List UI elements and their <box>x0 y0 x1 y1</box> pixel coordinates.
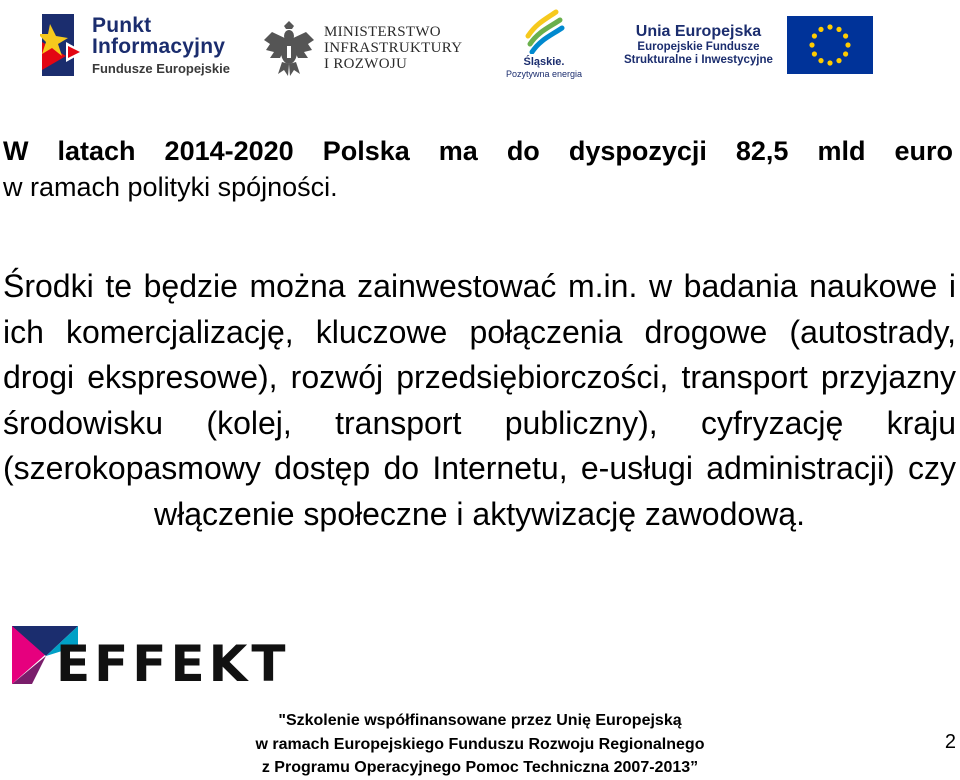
polish-eagle-icon <box>262 20 316 78</box>
punkt-line2: Informacyjny <box>92 35 226 58</box>
slaskie-waves-icon <box>522 6 566 54</box>
punkt-informacyjny-emblem-icon <box>40 12 86 78</box>
ministerstwo-line3: I ROZWOJU <box>324 55 408 72</box>
footer-line2: w ramach Europejskiego Funduszu Rozwoju Regionalnego <box>255 735 705 753</box>
punkt-line1: Punkt <box>92 14 152 37</box>
footer-line1: "Szkolenie współfinansowane przez Unię Europejską <box>278 712 682 729</box>
footer-cofinancing-note <box>180 709 780 780</box>
heading-block <box>3 133 953 205</box>
slaskie-name: Śląskie. <box>523 56 565 68</box>
heading-subline: w ramach polityki spójności. <box>3 172 338 202</box>
effekt-logo <box>12 626 290 693</box>
effekt-wordmark: EFFEKT <box>56 635 290 693</box>
slaskie-tagline: Pozytywna energia <box>505 69 583 79</box>
ministerstwo-line2: INFRASTRUKTURY <box>324 40 463 57</box>
page-number: 2 <box>944 731 956 753</box>
punkt-informacyjny-logo <box>40 12 230 78</box>
eu-flag-icon <box>787 16 873 74</box>
eu-line1: Unia Europejska <box>635 22 762 40</box>
main-paragraph: Środki te będzie można zainwestować m.in. w badania naukowe i ich komercjalizację, kluczowe połączenia drogowe (autostrady, drogi ekspresowe), rozwój przedsiębiorczości, transport przyjazny środowisku (kolej, transport publiczny), cyfryzację kraju (szerokopasmowy dostęp do Internetu, e-usługi administracji) czy włączenie społeczne i aktywizację zawodową. <box>3 268 956 532</box>
footer-line3: z Programu Operacyjnego Pomoc Techniczna 2007-2013” <box>261 759 699 776</box>
eu-funds-logo <box>624 16 873 74</box>
slaskie-logo <box>498 6 590 79</box>
eu-line2: Europejskie Fundusze <box>637 40 760 53</box>
ministerstwo-logo <box>262 20 462 78</box>
heading-bold: W latach 2014-2020 Polska ma do dyspozycji 82,5 mld euro <box>3 136 953 166</box>
eu-line3: Strukturalne i Inwestycyjne <box>624 54 773 67</box>
logo-bar <box>0 0 960 88</box>
ministerstwo-line1: MINISTERSTWO <box>324 24 441 41</box>
punkt-line3: Fundusze Europejskie <box>92 61 230 76</box>
